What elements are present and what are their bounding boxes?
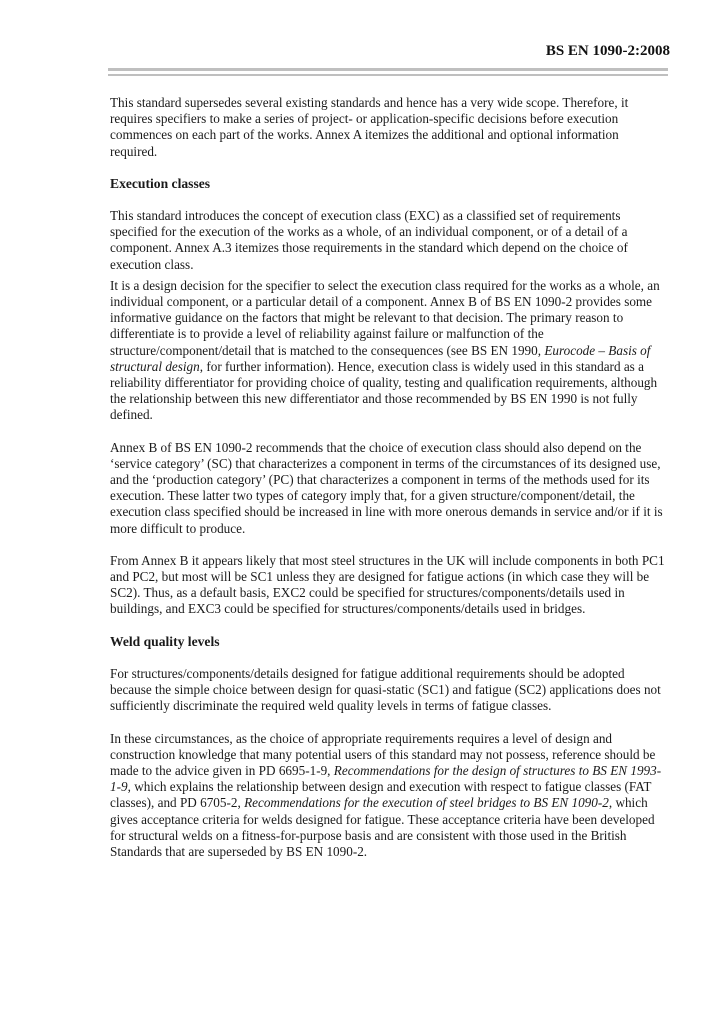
paragraph-execution-class-concept: This standard introduces the concept of execution class (EXC) as a classified set of requirements specified for the execution of the works as a whole, of an individual component, or of a detail of a component. Annex A.3 itemizes those requirements in the standard which depend on the choice of execution class.: [110, 208, 628, 272]
text-run: , which gives acceptance criteria for welds designed for fatigue. These acceptance criteria have been developed for structural welds on a fitness-for-purpose basis and are consistent with those used in the British Standards that are superseded by BS EN 1090-2.: [110, 795, 655, 859]
text-run: In these circumstances, as the choice of appropriate requirements requires a level of design and construction knowledge that many potential users of this standard may not possess, reference should be made to the advice given in PD 6695-1-9,: [110, 730, 656, 778]
document-body: [110, 95, 666, 860]
italic-citation: Recommendations for the execution of steel bridges to BS EN 1090-2: [244, 795, 609, 811]
italic-citation: Recommendations for the design of structures to BS EN 1993-1-9: [110, 762, 662, 795]
heading-weld-quality-levels: Weld quality levels: [110, 633, 220, 649]
paragraph-pd-guidance: [110, 731, 666, 861]
paragraph-fatigue-requirements: For structures/components/details designed for fatigue additional requirements should be adopted because the simple choice between design for quasi-static (SC1) and fatigue (SC2) applications does not sufficiently discriminate the required weld quality levels in terms of fatigue classes.: [110, 665, 661, 714]
header-rule-bottom: [108, 74, 668, 76]
paragraph-intro: This standard supersedes several existing standards and hence has a very wide scope. Therefore, it requires specifiers to make a series of project- or application-specific decisions before execution commences on each part of the works. Annex A itemizes the additional and optional information required.: [110, 95, 629, 159]
header-rule-top: [108, 68, 668, 71]
paragraph-execution-class-selection: [110, 278, 666, 424]
paragraph-service-production-category: Annex B of BS EN 1090-2 recommends that the choice of execution class should also depend on the ‘service category’ (SC) that characterizes a component in terms of the circumstances of its designed use, and the ‘production category’ (PC) that characterizes a component in terms of the methods used for its execution. These latter two types of category imply that, for a given structure/component/detail, the execution class specified should be increased in line with more onerous demands in service and/or if it is more difficult to produce.: [110, 439, 663, 536]
paragraph-annex-b-default: From Annex B it appears likely that most steel structures in the UK will include components in both PC1 and PC2, but most will be SC1 unless they are designed for fatigue actions (in which case they will be SC2). Thus, as a default basis, EXC2 could be specified for structures/components/details used in buildings, and EXC3 could be specified for structures/components/details used in bridges.: [110, 552, 665, 617]
heading-execution-classes: Execution classes: [110, 175, 211, 191]
text-run: It is a design decision for the specifier to select the execution class required for the works as a whole, an individual component, or a particular detail of a component. Annex B of BS EN 1090-2 provides some informative guidance on the factors that might be relevant to that decision. The primary reason to differentiate is to provide a level of reliability against failure or malfunction of the structure/component/detail that is matched to the consequences (see BS EN 1990,: [110, 277, 660, 358]
text-run: , which explains the relationship between design and execution with respect to fatigue classes (FAT classes), and PD 6705-2,: [110, 779, 652, 811]
text-run: , for further information). Hence, execution class is widely used in this standard as a reliability differentiator for providing choice of quality, testing and qualification requirements, although the relationship between this new differentiator and those recommended by BS EN 1990 is not fully defined.: [110, 358, 658, 423]
document-id-header: BS EN 1090-2:2008: [545, 43, 670, 59]
italic-citation: Eurocode – Basis of structural design: [110, 342, 651, 374]
